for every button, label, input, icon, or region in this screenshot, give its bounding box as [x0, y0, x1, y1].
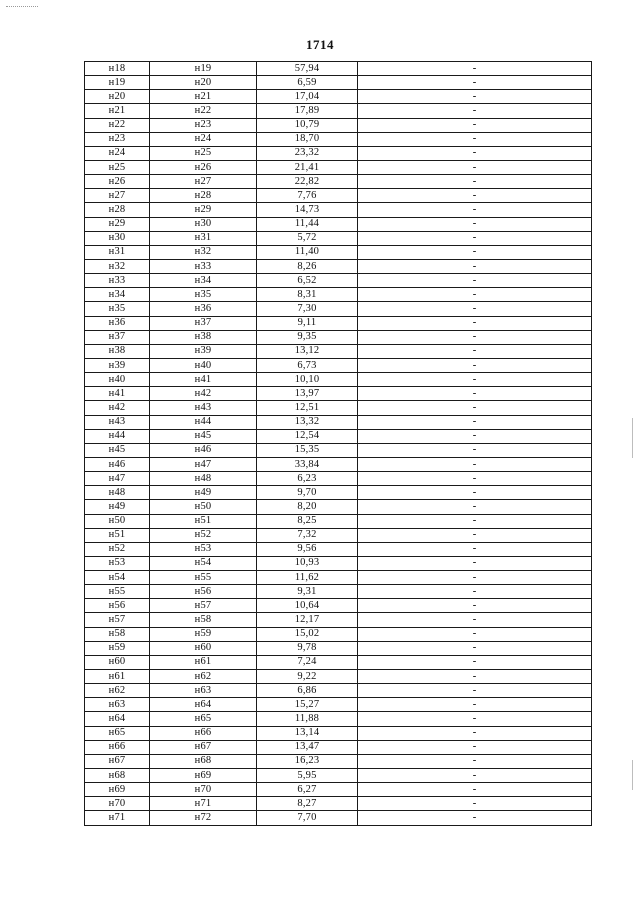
note-cell: -	[358, 684, 592, 698]
to-point-cell: н46	[150, 443, 257, 457]
from-point-cell: н42	[85, 401, 150, 415]
from-point-cell: н31	[85, 245, 150, 259]
length-cell: 17,04	[257, 90, 358, 104]
length-cell: 10,64	[257, 599, 358, 613]
table-row	[85, 783, 592, 797]
length-cell: 15,35	[257, 443, 358, 457]
length-cell: 10,79	[257, 118, 358, 132]
length-cell: 7,76	[257, 189, 358, 203]
length-cell: 8,26	[257, 259, 358, 273]
to-point-cell: н53	[150, 542, 257, 556]
from-point-cell: н41	[85, 387, 150, 401]
table-row	[85, 415, 592, 429]
from-point-cell: н25	[85, 160, 150, 174]
length-cell: 7,30	[257, 302, 358, 316]
table-row	[85, 175, 592, 189]
from-point-cell: н21	[85, 104, 150, 118]
note-cell: -	[358, 754, 592, 768]
from-point-cell: н54	[85, 571, 150, 585]
length-cell: 5,72	[257, 231, 358, 245]
note-cell: -	[358, 387, 592, 401]
from-point-cell: н34	[85, 288, 150, 302]
to-point-cell: н60	[150, 641, 257, 655]
table-row	[85, 457, 592, 471]
note-cell: -	[358, 486, 592, 500]
table-row	[85, 443, 592, 457]
length-cell: 9,31	[257, 585, 358, 599]
to-point-cell: н38	[150, 330, 257, 344]
from-point-cell: н69	[85, 783, 150, 797]
length-cell: 8,31	[257, 288, 358, 302]
from-point-cell: н53	[85, 556, 150, 570]
from-point-cell: н48	[85, 486, 150, 500]
to-point-cell: н71	[150, 797, 257, 811]
table-row	[85, 698, 592, 712]
to-point-cell: н61	[150, 655, 257, 669]
length-cell: 11,62	[257, 571, 358, 585]
note-cell: -	[358, 740, 592, 754]
table-row	[85, 189, 592, 203]
note-cell: -	[358, 670, 592, 684]
to-point-cell: н37	[150, 316, 257, 330]
note-cell: -	[358, 556, 592, 570]
from-point-cell: н43	[85, 415, 150, 429]
note-cell: -	[358, 443, 592, 457]
to-point-cell: н54	[150, 556, 257, 570]
note-cell: -	[358, 203, 592, 217]
table-row	[85, 528, 592, 542]
to-point-cell: н65	[150, 712, 257, 726]
note-cell: -	[358, 627, 592, 641]
to-point-cell: н21	[150, 90, 257, 104]
length-cell: 12,17	[257, 613, 358, 627]
to-point-cell: н55	[150, 571, 257, 585]
note-cell: -	[358, 500, 592, 514]
to-point-cell: н47	[150, 457, 257, 471]
from-point-cell: н55	[85, 585, 150, 599]
note-cell: -	[358, 90, 592, 104]
table-row	[85, 330, 592, 344]
from-point-cell: н66	[85, 740, 150, 754]
note-cell: -	[358, 118, 592, 132]
table-row	[85, 259, 592, 273]
note-cell: -	[358, 217, 592, 231]
to-point-cell: н57	[150, 599, 257, 613]
to-point-cell: н40	[150, 358, 257, 372]
to-point-cell: н72	[150, 811, 257, 825]
note-cell: -	[358, 571, 592, 585]
to-point-cell: н30	[150, 217, 257, 231]
note-cell: -	[358, 189, 592, 203]
from-point-cell: н70	[85, 797, 150, 811]
length-cell: 11,40	[257, 245, 358, 259]
length-cell: 8,27	[257, 797, 358, 811]
to-point-cell: н23	[150, 118, 257, 132]
note-cell: -	[358, 726, 592, 740]
table-row	[85, 62, 592, 76]
to-point-cell: н50	[150, 500, 257, 514]
length-cell: 57,94	[257, 62, 358, 76]
note-cell: -	[358, 712, 592, 726]
from-point-cell: н60	[85, 655, 150, 669]
note-cell: -	[358, 655, 592, 669]
page-number: 1714	[306, 37, 334, 52]
length-cell: 7,24	[257, 655, 358, 669]
length-cell: 6,73	[257, 358, 358, 372]
table-row	[85, 726, 592, 740]
table-row	[85, 344, 592, 358]
table-row	[85, 655, 592, 669]
length-cell: 9,11	[257, 316, 358, 330]
table-row	[85, 641, 592, 655]
length-cell: 5,95	[257, 769, 358, 783]
to-point-cell: н48	[150, 472, 257, 486]
note-cell: -	[358, 302, 592, 316]
table-row	[85, 429, 592, 443]
note-cell: -	[358, 231, 592, 245]
from-point-cell: н22	[85, 118, 150, 132]
length-cell: 10,93	[257, 556, 358, 570]
to-point-cell: н66	[150, 726, 257, 740]
note-cell: -	[358, 274, 592, 288]
to-point-cell: н27	[150, 175, 257, 189]
note-cell: -	[358, 585, 592, 599]
table-row	[85, 542, 592, 556]
length-cell: 21,41	[257, 160, 358, 174]
length-cell: 6,86	[257, 684, 358, 698]
length-cell: 13,97	[257, 387, 358, 401]
length-cell: 16,23	[257, 754, 358, 768]
to-point-cell: н39	[150, 344, 257, 358]
table-body	[85, 62, 592, 826]
note-cell: -	[358, 358, 592, 372]
length-cell: 22,82	[257, 175, 358, 189]
note-cell: -	[358, 472, 592, 486]
from-point-cell: н68	[85, 769, 150, 783]
table-row	[85, 146, 592, 160]
from-point-cell: н62	[85, 684, 150, 698]
note-cell: -	[358, 316, 592, 330]
length-cell: 18,70	[257, 132, 358, 146]
note-cell: -	[358, 160, 592, 174]
from-point-cell: н35	[85, 302, 150, 316]
note-cell: -	[358, 62, 592, 76]
length-cell: 15,02	[257, 627, 358, 641]
note-cell: -	[358, 259, 592, 273]
from-point-cell: н71	[85, 811, 150, 825]
note-cell: -	[358, 330, 592, 344]
length-cell: 12,51	[257, 401, 358, 415]
from-point-cell: н57	[85, 613, 150, 627]
length-cell: 15,27	[257, 698, 358, 712]
length-cell: 7,70	[257, 811, 358, 825]
note-cell: -	[358, 599, 592, 613]
to-point-cell: н52	[150, 528, 257, 542]
scan-corner-mark	[6, 6, 38, 8]
note-cell: -	[358, 641, 592, 655]
table-row	[85, 500, 592, 514]
table-row	[85, 274, 592, 288]
note-cell: -	[358, 528, 592, 542]
note-cell: -	[358, 542, 592, 556]
from-point-cell: н24	[85, 146, 150, 160]
to-point-cell: н33	[150, 259, 257, 273]
length-cell: 13,14	[257, 726, 358, 740]
table-row	[85, 514, 592, 528]
from-point-cell: н20	[85, 90, 150, 104]
table-row	[85, 613, 592, 627]
from-point-cell: н44	[85, 429, 150, 443]
length-cell: 6,52	[257, 274, 358, 288]
to-point-cell: н35	[150, 288, 257, 302]
from-point-cell: н27	[85, 189, 150, 203]
note-cell: -	[358, 811, 592, 825]
from-point-cell: н36	[85, 316, 150, 330]
note-cell: -	[358, 401, 592, 415]
table-row	[85, 373, 592, 387]
to-point-cell: н62	[150, 670, 257, 684]
length-cell: 9,22	[257, 670, 358, 684]
length-cell: 8,25	[257, 514, 358, 528]
length-cell: 13,47	[257, 740, 358, 754]
length-cell: 6,23	[257, 472, 358, 486]
to-point-cell: н68	[150, 754, 257, 768]
scan-edge-mark	[632, 418, 633, 458]
length-cell: 14,73	[257, 203, 358, 217]
table-row	[85, 811, 592, 825]
to-point-cell: н67	[150, 740, 257, 754]
to-point-cell: н31	[150, 231, 257, 245]
from-point-cell: н40	[85, 373, 150, 387]
length-cell: 11,88	[257, 712, 358, 726]
length-cell: 17,89	[257, 104, 358, 118]
to-point-cell: н26	[150, 160, 257, 174]
note-cell: -	[358, 415, 592, 429]
from-point-cell: н49	[85, 500, 150, 514]
boundary-segments-table	[84, 61, 592, 826]
to-point-cell: н70	[150, 783, 257, 797]
note-cell: -	[358, 514, 592, 528]
note-cell: -	[358, 698, 592, 712]
to-point-cell: н22	[150, 104, 257, 118]
length-cell: 8,20	[257, 500, 358, 514]
from-point-cell: н61	[85, 670, 150, 684]
table-row	[85, 571, 592, 585]
table-row	[85, 217, 592, 231]
length-cell: 6,59	[257, 76, 358, 90]
to-point-cell: н36	[150, 302, 257, 316]
to-point-cell: н41	[150, 373, 257, 387]
table-row	[85, 585, 592, 599]
from-point-cell: н37	[85, 330, 150, 344]
to-point-cell: н29	[150, 203, 257, 217]
table-row	[85, 203, 592, 217]
to-point-cell: н25	[150, 146, 257, 160]
from-point-cell: н19	[85, 76, 150, 90]
to-point-cell: н28	[150, 189, 257, 203]
table-row	[85, 754, 592, 768]
to-point-cell: н59	[150, 627, 257, 641]
length-cell: 13,32	[257, 415, 358, 429]
from-point-cell: н39	[85, 358, 150, 372]
to-point-cell: н20	[150, 76, 257, 90]
table-row	[85, 684, 592, 698]
note-cell: -	[358, 245, 592, 259]
to-point-cell: н69	[150, 769, 257, 783]
from-point-cell: н33	[85, 274, 150, 288]
note-cell: -	[358, 429, 592, 443]
length-cell: 12,54	[257, 429, 358, 443]
from-point-cell: н47	[85, 472, 150, 486]
length-cell: 10,10	[257, 373, 358, 387]
to-point-cell: н32	[150, 245, 257, 259]
table-row	[85, 797, 592, 811]
to-point-cell: н19	[150, 62, 257, 76]
from-point-cell: н51	[85, 528, 150, 542]
from-point-cell: н28	[85, 203, 150, 217]
table-row	[85, 316, 592, 330]
note-cell: -	[358, 146, 592, 160]
to-point-cell: н24	[150, 132, 257, 146]
from-point-cell: н65	[85, 726, 150, 740]
table-row	[85, 387, 592, 401]
table-row	[85, 90, 592, 104]
length-cell: 33,84	[257, 457, 358, 471]
from-point-cell: н32	[85, 259, 150, 273]
from-point-cell: н26	[85, 175, 150, 189]
note-cell: -	[358, 797, 592, 811]
from-point-cell: н23	[85, 132, 150, 146]
table-row	[85, 160, 592, 174]
length-cell: 9,35	[257, 330, 358, 344]
table-row	[85, 472, 592, 486]
note-cell: -	[358, 175, 592, 189]
from-point-cell: н38	[85, 344, 150, 358]
table-row	[85, 231, 592, 245]
from-point-cell: н46	[85, 457, 150, 471]
note-cell: -	[358, 373, 592, 387]
note-cell: -	[358, 76, 592, 90]
to-point-cell: н43	[150, 401, 257, 415]
length-cell: 9,70	[257, 486, 358, 500]
note-cell: -	[358, 104, 592, 118]
table-row	[85, 599, 592, 613]
from-point-cell: н18	[85, 62, 150, 76]
from-point-cell: н56	[85, 599, 150, 613]
length-cell: 6,27	[257, 783, 358, 797]
table-row	[85, 740, 592, 754]
length-cell: 23,32	[257, 146, 358, 160]
note-cell: -	[358, 132, 592, 146]
length-cell: 11,44	[257, 217, 358, 231]
from-point-cell: н58	[85, 627, 150, 641]
table-row	[85, 245, 592, 259]
scan-edge-mark	[632, 760, 633, 790]
to-point-cell: н51	[150, 514, 257, 528]
note-cell: -	[358, 288, 592, 302]
from-point-cell: н50	[85, 514, 150, 528]
table-row	[85, 712, 592, 726]
to-point-cell: н56	[150, 585, 257, 599]
length-cell: 13,12	[257, 344, 358, 358]
to-point-cell: н42	[150, 387, 257, 401]
table-row	[85, 118, 592, 132]
from-point-cell: н29	[85, 217, 150, 231]
table-row	[85, 104, 592, 118]
table-row	[85, 288, 592, 302]
from-point-cell: н45	[85, 443, 150, 457]
to-point-cell: н44	[150, 415, 257, 429]
to-point-cell: н45	[150, 429, 257, 443]
note-cell: -	[358, 783, 592, 797]
table-row	[85, 302, 592, 316]
to-point-cell: н63	[150, 684, 257, 698]
table-row	[85, 358, 592, 372]
from-point-cell: н64	[85, 712, 150, 726]
note-cell: -	[358, 457, 592, 471]
table-row	[85, 486, 592, 500]
to-point-cell: н49	[150, 486, 257, 500]
note-cell: -	[358, 613, 592, 627]
from-point-cell: н30	[85, 231, 150, 245]
note-cell: -	[358, 344, 592, 358]
from-point-cell: н67	[85, 754, 150, 768]
from-point-cell: н59	[85, 641, 150, 655]
length-cell: 7,32	[257, 528, 358, 542]
table-row	[85, 132, 592, 146]
length-cell: 9,78	[257, 641, 358, 655]
table-row	[85, 401, 592, 415]
table-row	[85, 76, 592, 90]
table-row	[85, 556, 592, 570]
to-point-cell: н58	[150, 613, 257, 627]
table-row	[85, 670, 592, 684]
to-point-cell: н64	[150, 698, 257, 712]
note-cell: -	[358, 769, 592, 783]
to-point-cell: н34	[150, 274, 257, 288]
length-cell: 9,56	[257, 542, 358, 556]
from-point-cell: н63	[85, 698, 150, 712]
table-row	[85, 627, 592, 641]
table-row	[85, 769, 592, 783]
from-point-cell: н52	[85, 542, 150, 556]
